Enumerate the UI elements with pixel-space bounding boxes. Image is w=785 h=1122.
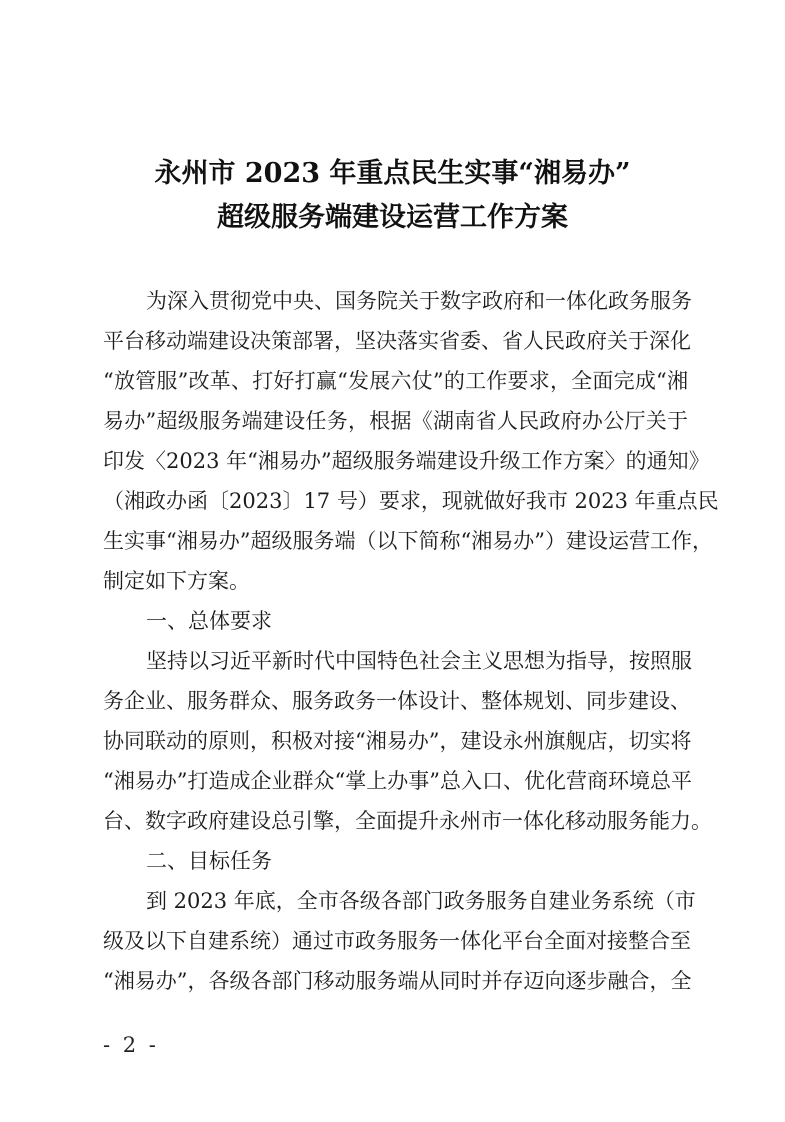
paragraph-line: 印发〈2023 年“湘易办”超级服务端建设升级工作方案〉的通知》 [103, 449, 710, 473]
paragraph-line: 为深入贯彻党中央、国务院关于数字政府和一体化政务服务 [146, 289, 692, 313]
paragraph-line: “湘易办”，各级各部门移动服务端从同时并存迈向逐步融合，全 [103, 969, 692, 993]
document-title-line-1: 永州市 2023 年重点民生实事“湘易办” [154, 158, 631, 189]
paragraph-line: 易办”超级服务端建设任务，根据《湖南省人民政府办公厅关于 [103, 409, 688, 433]
section-heading-target-tasks: 二、目标任务 [146, 849, 272, 873]
section-heading-overall-requirements: 一、总体要求 [146, 609, 272, 633]
paragraph-line: “放管服”改革、打好打赢“发展六仗”的工作要求，全面完成“湘 [103, 369, 688, 393]
page-number: - 2 - [103, 1033, 159, 1057]
paragraph-line: “湘易办”打造成企业群众“掌上办事”总入口、优化营商环境总平 [103, 769, 692, 793]
paragraph-line: 到 2023 年底，全市各级各部门政务服务自建业务系统（市 [146, 889, 696, 913]
paragraph-line: 坚持以习近平新时代中国特色社会主义思想为指导，按照服 [146, 649, 692, 673]
paragraph-line: 级及以下自建系统）通过市政务服务一体化平台全面对接整合至 [103, 929, 691, 953]
paragraph-line: 平台移动端建设决策部署，坚决落实省委、省人民政府关于深化 [103, 329, 691, 353]
paragraph-line: 台、数字政府建设总引擎，全面提升永州市一体化移动服务能力。 [103, 809, 712, 833]
paragraph-line: 制定如下方案。 [103, 569, 250, 593]
document-title-line-2: 超级服务端建设运营工作方案 [217, 202, 568, 233]
paragraph-line: 生实事“湘易办”超级服务端（以下简称“湘易办”）建设运营工作， [103, 529, 713, 553]
paragraph-line: 协同联动的原则，积极对接“湘易办”，建设永州旗舰店，切实将 [103, 729, 692, 753]
paragraph-line: 务企业、服务群众、服务政务一体设计、整体规划、同步建设、 [103, 689, 691, 713]
paragraph-line: （湘政办函〔2023〕17 号）要求，现就做好我市 2023 年重点民 [103, 489, 719, 513]
